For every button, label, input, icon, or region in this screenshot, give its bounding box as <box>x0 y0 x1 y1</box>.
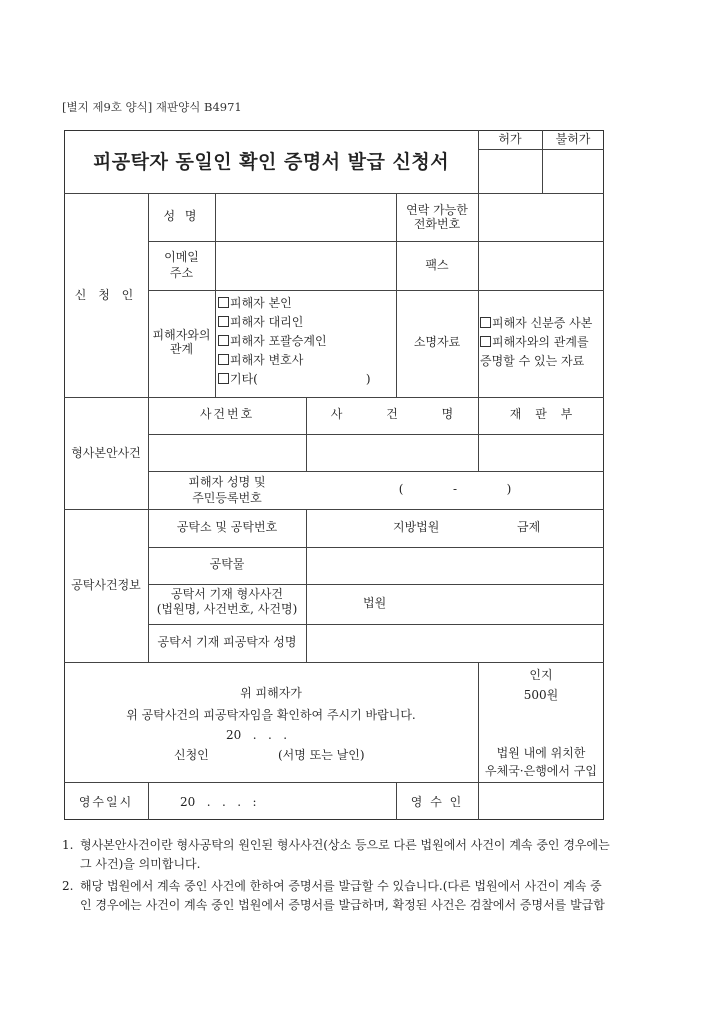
stamp-note-line1: 법원 내에 위치한 <box>496 746 586 760</box>
stamp-amount: 500원 <box>523 688 559 702</box>
case-number-header: 사건번호 <box>199 407 255 421</box>
deposit-case-label-line1: 공탁서 기재 형사사건 <box>171 587 283 601</box>
court-division-field[interactable] <box>479 435 603 470</box>
deposit-case-label <box>148 587 306 617</box>
relation-label-line2: 관계 <box>169 342 194 356</box>
proof-option-cont: 증명할 수 있는 자료 <box>480 354 585 368</box>
deposit-case-label-line2: (법원명, 사건번호, 사건명) <box>156 602 298 616</box>
request-line-2: 위 공탁사건의 피공탁자임을 확인하여 주시기 바랍니다. <box>126 708 416 722</box>
checkbox-icon[interactable] <box>218 354 229 365</box>
form-header-note: [별지 제9호 양식] 재판양식 B4971 <box>62 100 242 114</box>
victim-id-label-line2: 주민등록번호 <box>192 491 262 505</box>
deposit-office-court[interactable]: 지방법원 <box>393 520 440 534</box>
fax-field[interactable] <box>479 242 603 289</box>
request-applicant-label: 신청인 <box>174 748 209 762</box>
checkbox-icon[interactable] <box>218 316 229 327</box>
deposit-office-label: 공탁소 및 공탁번호 <box>176 520 278 534</box>
request-date[interactable]: 20 . . . <box>226 728 288 742</box>
receipt-date-label: 영수일시 <box>78 795 134 809</box>
applicant-section-label: 신 청 인 <box>74 288 138 302</box>
phone-label-line1: 연락 가능한 <box>406 203 468 217</box>
note-text-line: 그 사건)을 의미합니다. <box>80 857 201 871</box>
email-field[interactable] <box>216 242 395 289</box>
checkbox-icon[interactable] <box>218 373 229 384</box>
receiver-field[interactable] <box>479 783 603 819</box>
approval-permit-label: 허가 <box>498 132 522 146</box>
email-label-line1: 이메일 <box>164 250 199 264</box>
case-name-header: 사 건 명 <box>330 407 454 421</box>
proof-label: 소명자료 <box>413 335 461 349</box>
relation-label-line1: 피해자와의 <box>152 328 211 342</box>
request-line-1: 위 피해자가 <box>240 686 302 700</box>
victim-id-label-line1: 피해자 성명 및 <box>188 475 266 489</box>
court-division-header: 재 판 부 <box>509 407 573 421</box>
email-label-line2: 주소 <box>169 266 194 280</box>
checkbox-icon[interactable] <box>480 336 491 347</box>
proof-options <box>480 314 592 371</box>
checkbox-icon[interactable] <box>218 335 229 346</box>
proof-option-relation[interactable]: 피해자와의 관계를 <box>480 333 592 352</box>
note-text-line: 형사본안사건이란 형사공탁의 원인된 형사사건(상소 등으로 다른 법원에서 사건이 계속 중인 경우에는 <box>80 838 610 852</box>
note-text-line: 해당 법원에서 계속 중인 사건에 한하여 증명서를 발급할 수 있습니다.(다른 법원에서 사건이 계속 중 <box>80 879 602 893</box>
note-number: 1. <box>62 838 74 852</box>
request-signature[interactable]: (서명 또는 날인) <box>278 748 365 762</box>
stamp-note-line2: 우체국·은행에서 구입 <box>485 764 597 778</box>
note-text-line: 인 경우에는 사건이 계속 중인 법원에서 증명서를 발급하며, 확정된 사건은 검찰에서 증명서를 발급합 <box>80 898 605 912</box>
case-name-field[interactable] <box>307 435 477 470</box>
note-number: 2. <box>62 879 74 893</box>
deposit-section-label: 공탁사건정보 <box>71 578 141 592</box>
relation-option-agent[interactable]: 피해자 대리인 <box>218 313 371 332</box>
stamp-note <box>478 744 604 780</box>
victim-id-label <box>148 474 306 506</box>
relation-option-successor[interactable]: 피해자 포괄승계인 <box>218 332 371 351</box>
name-label: 성 명 <box>163 209 200 223</box>
phone-label-line2: 전화번호 <box>413 217 461 231</box>
approval-permit-box[interactable] <box>479 150 541 192</box>
relation-option-self[interactable]: 피해자 본인 <box>218 294 371 313</box>
phone-field[interactable] <box>479 194 603 240</box>
approval-deny-box[interactable] <box>543 150 603 192</box>
victim-id-field[interactable]: ( - ) <box>398 482 512 496</box>
criminal-case-section-label: 형사본안사건 <box>71 446 141 460</box>
receipt-date-field[interactable]: 20 . . . : <box>180 795 257 809</box>
email-label <box>148 249 215 281</box>
form-title: 피공탁자 동일인 확인 증명서 발급 신청서 <box>92 151 450 173</box>
relation-option-other[interactable]: 기타( ) <box>218 370 371 389</box>
checkbox-icon[interactable] <box>480 317 491 328</box>
receiver-label: 영 수 인 <box>410 795 464 809</box>
depositee-name-field[interactable] <box>307 625 603 661</box>
depositee-name-label: 공탁서 기재 피공탁자 성명 <box>157 635 297 649</box>
stamp-label: 인지 <box>529 668 553 682</box>
relation-label <box>148 328 215 356</box>
case-number-field[interactable] <box>149 435 305 470</box>
fax-label: 팩스 <box>425 258 449 272</box>
name-field[interactable] <box>216 194 395 240</box>
checkbox-icon[interactable] <box>218 297 229 308</box>
relation-options <box>218 294 371 389</box>
deposit-object-label: 공탁물 <box>209 557 245 571</box>
approval-deny-label: 불허가 <box>555 132 591 146</box>
relation-option-lawyer[interactable]: 피해자 변호사 <box>218 351 371 370</box>
deposit-case-court[interactable]: 법원 <box>363 596 387 610</box>
proof-option-id[interactable]: 피해자 신분증 사본 <box>480 314 592 333</box>
deposit-office-number[interactable]: 금제 <box>517 520 541 534</box>
phone-label <box>396 203 478 231</box>
deposit-object-field[interactable] <box>307 548 603 583</box>
